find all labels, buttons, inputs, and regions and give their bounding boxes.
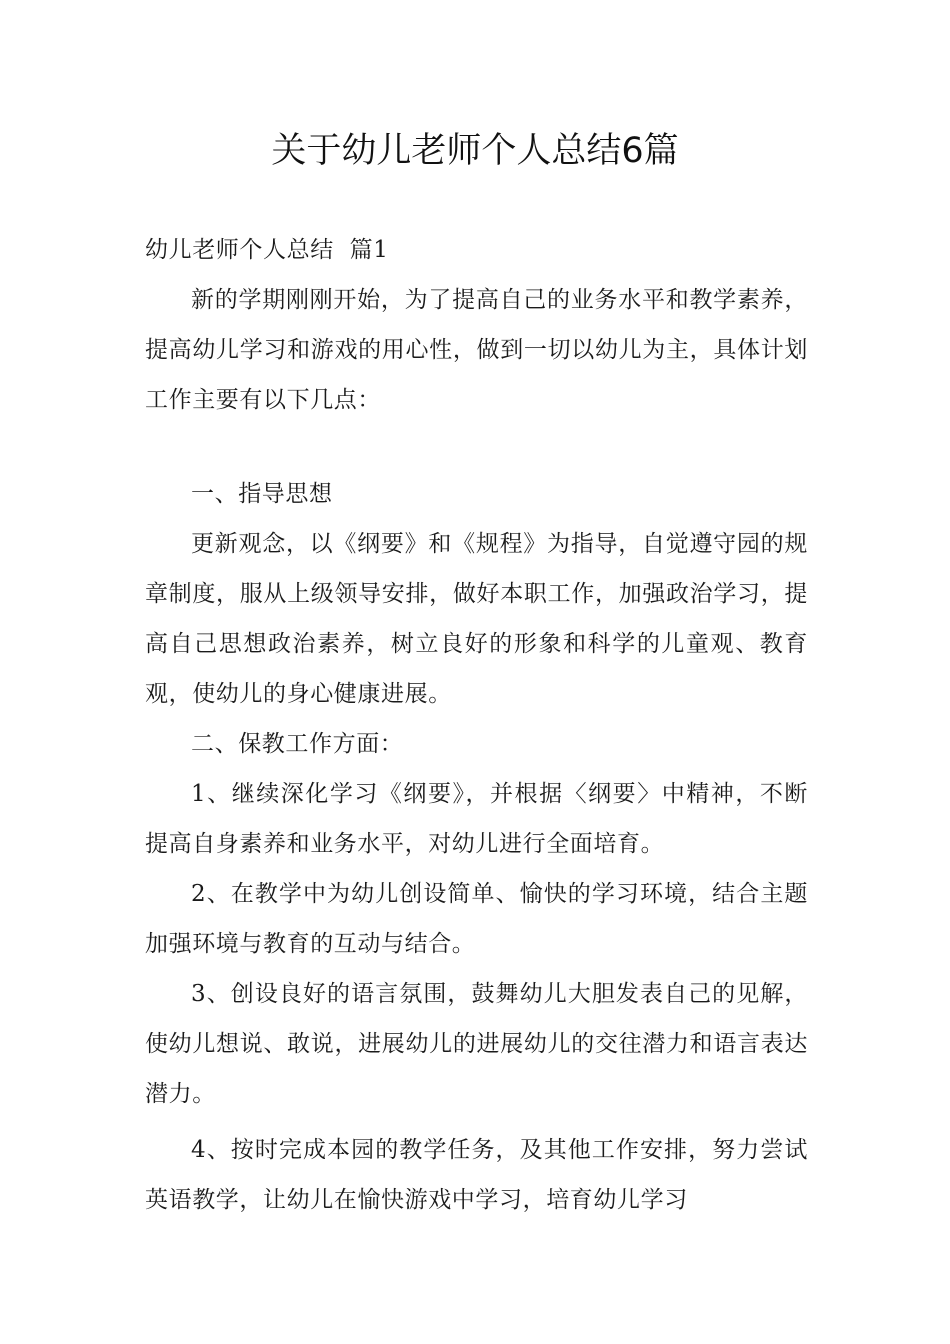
document-title: 关于幼儿老师个人总结6篇: [271, 131, 679, 171]
paragraph-guiding-thought: 更新观念，以《纲要》和《规程》为指导，自觉遵守园的规章制度，服从上级领导安排，做好本职工作，加强政治学习，提高自己思想政治素养，树立良好的形象和科学的儿童观、教育观，使幼儿的身心健康进展。: [145, 531, 808, 707]
heading-care-education: 二、保教工作方面：: [191, 731, 404, 757]
list-item-4: 4、按时完成本园的教学任务，及其他工作安排，努力尝试英语教学，让幼儿在愉快游戏中学习，培育幼儿学习: [145, 1137, 808, 1213]
list-item-1: 1、继续深化学习《纲要》，并根据〈纲要〉中精神，不断提高自身素养和业务水平，对幼儿进行全面培育。: [145, 781, 808, 857]
document-body: [145, 225, 808, 1225]
blank-line: [145, 425, 808, 469]
list-item-2: 2、在教学中为幼儿创设简单、愉快的学习环境，结合主题加强环境与教育的互动与结合。: [145, 881, 808, 957]
list-item-3: 3、创设良好的语言氛围，鼓舞幼儿大胆发表自己的见解，使幼儿想说、敢说，进展幼儿的进展幼儿的交往潜力和语言表达潜力。: [145, 981, 808, 1107]
section-heading: 幼儿老师个人总结 篇1: [145, 237, 389, 263]
paragraph-intro: 新的学期刚刚开始，为了提高自己的业务水平和教学素养，提高幼儿学习和游戏的用心性，做到一切以幼儿为主，具体计划工作主要有以下几点：: [145, 287, 808, 413]
heading-guiding-thought: 一、指导思想: [191, 481, 333, 507]
